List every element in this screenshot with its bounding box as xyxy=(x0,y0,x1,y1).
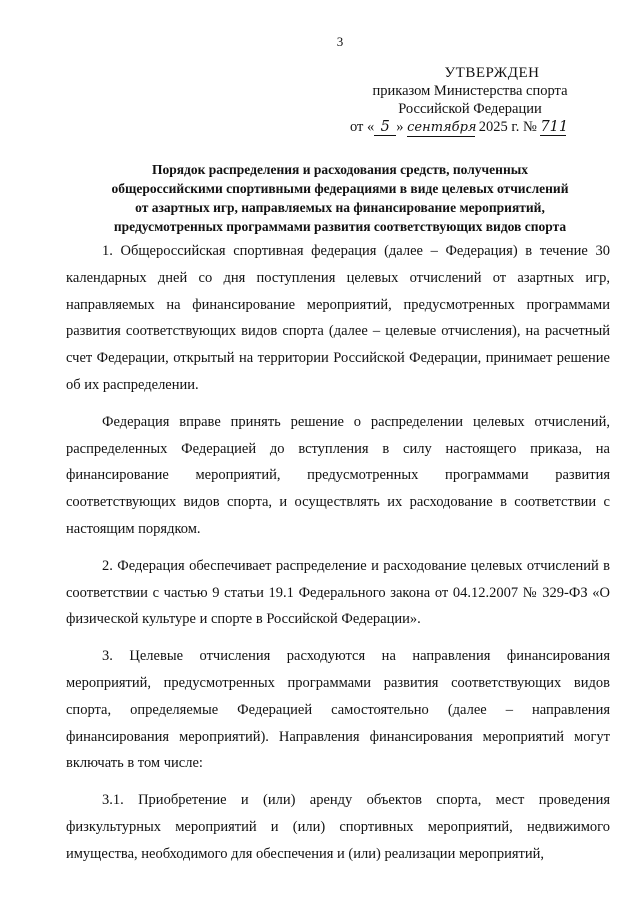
title-line: от азартных игр, направляемых на финансирование мероприятий, xyxy=(135,200,545,215)
handwritten-order-number: 711 xyxy=(540,119,569,135)
paragraph-2: 2. Федерация обеспечивает распределение и расходование целевых отчислений в соответствии с частью 9 статьи 19.1 Федерального закона от 04.12.2007 № 329-ФЗ «О физической культуре и спорте в Российской Федерации». xyxy=(66,557,610,628)
date-mid: » xyxy=(396,119,404,135)
paragraph-3: 3. Целевые отчисления расходуются на направления финансирования мероприятий, предусмотренных программами развития соответствующих видов спорта, определяемые Федерацией самостоятельно (далее – направления финансирования мероприятий). Направления финансирования мероприятий могут включать в том числе: xyxy=(66,648,610,772)
document-body xyxy=(66,238,610,878)
handwritten-month: сентября xyxy=(407,120,477,135)
page-number: 3 xyxy=(336,34,344,49)
approval-date-line xyxy=(350,118,600,137)
approval-line-ministry: приказом Министерства спорта xyxy=(372,83,568,99)
title-line: общероссийскими спортивными федерациями в виде целевых отчислений xyxy=(111,181,569,196)
approval-heading: УТВЕРЖДЕН xyxy=(444,65,540,81)
paragraph-1-continued: Федерация вправе принять решение о распределении целевых отчислений, распределенных Федерацией до вступления в силу настоящего приказа, на финансирование мероприятий, предусмотренных программами развития соответствующих видов спорта, и осуществлять их расходование в соответствии с настоящим порядком. xyxy=(66,413,610,537)
approval-line-country: Российской Федерации xyxy=(398,101,542,117)
title-line: предусмотренных программами развития соответствующих видов спорта xyxy=(113,219,567,234)
approval-block xyxy=(340,64,600,137)
paragraph-1: 1. Общероссийская спортивная федерация (далее – Федерация) в течение 30 календарных дней со дня поступления целевых отчислений от азартных игр, направляемых на финансирование мероприятий, предусмотренных программами развития соответствующих видов спорта (далее – целевые отчисления), на расчетный счет Федерации, открытый на территории Российской Федерации, принимает решение об их распределении. xyxy=(66,243,610,393)
handwritten-day: 5 xyxy=(374,119,396,136)
date-year: 2025 г. № xyxy=(478,119,537,135)
date-prefix: от « xyxy=(350,119,375,135)
document-title xyxy=(70,160,610,236)
paragraph-3-1: 3.1. Приобретение и (или) аренду объектов спорта, мест проведения физкультурных мероприятий и (или) спортивных мероприятий, недвижимого имущества, необходимого для обеспечения и (или) реализации мероприятий, xyxy=(66,792,610,862)
title-line: Порядок распределения и расходования средств, полученных xyxy=(151,162,529,177)
